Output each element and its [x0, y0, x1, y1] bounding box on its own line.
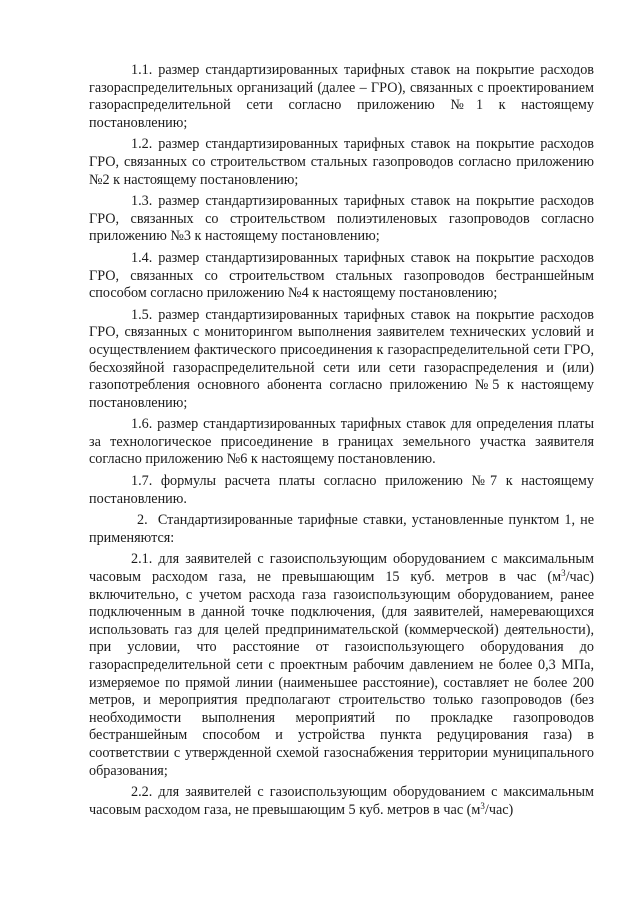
paragraph-text: размер стандартизированных тарифных ставок на покрытие расходов ГРО, связанных со строительством стальных газопроводов согласно приложению №2 к настоящему постановлению;: [89, 136, 595, 188]
superscript-three: 3: [561, 568, 566, 579]
paragraph-number: 1.5.: [131, 306, 153, 323]
paragraph-1-4: [89, 250, 594, 303]
paragraph-text: формулы расчета платы согласно приложению №7 к настоящему постановлению.: [89, 473, 594, 507]
paragraph-number: 1.4.: [131, 249, 153, 266]
paragraph-2-2: [89, 784, 594, 819]
paragraph-text: Стандартизированные тарифные ставки, установленные пунктом 1, не применяются:: [89, 512, 594, 546]
paragraph-1-1: [89, 62, 594, 132]
paragraph-text: размер стандартизированных тарифных ставок на покрытие расходов ГРО, связанных с мониторингом выполнения заявителем технических условий и осуществлением фактического присоединения к газораспределительной сети ГРО, бесхозяйной газораспределительной сети или сети газораспределения и (или) газопотребления основного абонента согласно приложению №5 к настоящему постановлению;: [89, 306, 595, 411]
paragraph-1-6: [89, 416, 594, 469]
paragraph-2: [89, 512, 594, 547]
paragraph-number: 2.2.: [131, 784, 153, 801]
superscript-three: 3: [480, 800, 485, 811]
paragraph-2-1: [89, 551, 594, 780]
paragraph-number: 2.: [137, 512, 148, 529]
paragraph-number: 1.3.: [131, 193, 153, 210]
paragraph-1-2: [89, 136, 594, 189]
paragraph-number: 1.1.: [131, 62, 153, 78]
paragraph-1-5: [89, 307, 594, 413]
paragraph-number: 1.7.: [131, 473, 153, 490]
paragraph-1-3: [89, 193, 594, 246]
paragraph-text: размер стандартизированных тарифных ставок для определения платы за технологическое присоединение в границах земельного участка заявителя согласно приложению №6 к настоящему постановлению.: [89, 416, 594, 468]
paragraph-number: 1.6.: [131, 416, 153, 433]
paragraph-1-7: [89, 473, 594, 508]
paragraph-text-start: для заявителей с газоиспользующим оборудованием с максимальным часовым расходом газа, не превышающим 15 куб. метров в час (м: [89, 551, 594, 586]
paragraph-text: размер стандартизированных тарифных ставок на покрытие расходов газораспределительных организаций (далее – ГРО), связанных с проектированием газораспределительной сети согласно приложению №1 к настоящему постановлению;: [89, 62, 595, 131]
paragraph-number: 1.2.: [131, 136, 153, 153]
paragraph-text: /час): [484, 801, 514, 818]
paragraph-text: /час) включительно, с учетом расхода газа газоиспользующим оборудованием, ранее подключенным в данной точке подключения, (для заявителей, намеревающихся использовать газ для целей предпринимательской (коммерческой) деятельности), при условии, что расстояние от газоиспользующего оборудования до газораспределительной сети с проектным рабочим давлением не более 0,3 МПа, измеряемое по прямой линии (наименьшее расстояние), составляет не более 200 метров, и мероприятия предполагают строительство только газопроводов (без необходимости выполнения мероприятий по прокладке газопроводов бестраншейным способом и устройства пункта редуцирования газа) в соответствии с утвержденной схемой газоснабжения территории муниципального образования;: [89, 569, 594, 779]
paragraph-number: 2.1.: [131, 551, 153, 568]
paragraph-text: размер стандартизированных тарифных ставок на покрытие расходов ГРО, связанных со строительством полиэтиленовых газопроводов согласно приложению №3 к настоящему постановлению;: [89, 193, 595, 245]
paragraph-text: размер стандартизированных тарифных ставок на покрытие расходов ГРО, связанных со строительством стальных газопроводов бестраншейным способом согласно приложению №4 к настоящему постановлению;: [89, 249, 595, 302]
paragraph-text-start: для заявителей с газоиспользующим оборудованием с максимальным часовым расходом газа, не превышающим 5 куб. метров в час (м: [89, 784, 594, 818]
